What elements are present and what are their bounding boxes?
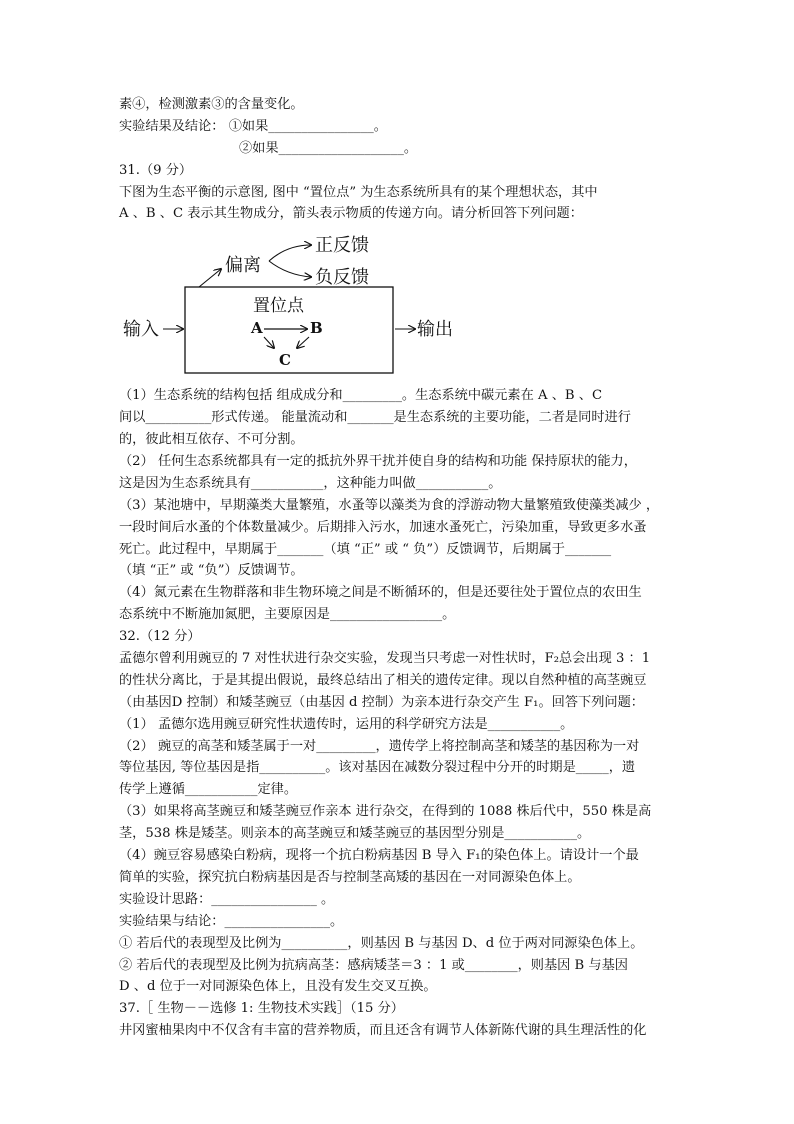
- deviation-label: 偏离: [225, 255, 261, 277]
- diagram-svg: [119, 231, 459, 381]
- text-line: 的，彼此相互依存、不可分割。: [119, 432, 304, 448]
- text-line: 孟德尔曾利用豌豆的 7 对性状进行杂交实验，发现当只考虑一对性状时，F₂总会出现 3 ：1: [119, 651, 651, 667]
- output-label: 输出: [417, 319, 453, 341]
- text-line: （填 “正” 或 “负”）反馈调节。: [119, 563, 304, 579]
- arrow-to-positive: [269, 245, 311, 261]
- text-line: 下图为生态平衡的示意图, 图中 “置位点” 为生态系统所具有的某个理想状态，其中: [119, 184, 598, 200]
- text-line: 传学上遵循___________定律。: [119, 782, 298, 798]
- text-line: （3）如果将高茎豌豆和矮茎豌豆作亲本 进行杂交，在得到的 1088 株后代中，550 株是高: [119, 804, 652, 820]
- positive-feedback-label: 正反馈: [315, 235, 369, 257]
- text-line: 一段时间后水蚤的个体数量减少。后期排入污水，加速水蚤死亡，污染加重，导致更多水蚤: [119, 519, 647, 535]
- text-line: A 、B 、C 表示其生物成分，箭头表示物质的传递方向。请分析回答下列问题：: [119, 206, 583, 222]
- arrow-to-negative: [269, 261, 311, 277]
- text-line: 这是因为生态系统具有___________，这种能力叫做___________。: [119, 475, 502, 491]
- component-b: B: [310, 319, 323, 338]
- text-line: 间以__________形式传递。 能量流动和_______是生态系统的主要功能，二者是同时进行: [119, 410, 631, 426]
- arrow-a-to-c: [264, 337, 274, 348]
- component-a: A: [251, 319, 263, 338]
- question-31-heading: 31.（9 分）: [119, 162, 193, 178]
- text-line: 素④，检测激素③的含量变化。: [119, 97, 304, 112]
- text-line: （2） 豌豆的高茎和矮茎属于一对_________，遗传学上将控制高茎和矮茎的基因称为一对: [119, 738, 640, 754]
- exam-page: [119, 94, 679, 1042]
- text-line: 态系统中不断施加氮肥，主要原因是_________________。: [119, 607, 456, 623]
- text-line: （1） 孟德尔选用豌豆研究性状遗传时，运用的科学研究方法是___________。: [119, 716, 574, 732]
- setpoint-label: 置位点: [253, 296, 304, 317]
- component-c: C: [279, 351, 291, 370]
- text-line: 简单的实验，探究抗白粉病基因是否与控制茎高矮的基因在一对同源染色体上。: [119, 869, 581, 885]
- input-label: 输入: [123, 319, 159, 341]
- text-line: ② 若后代的表现型及比例为抗病高茎：感病矮茎＝3 ：1 或________，则基因 B 与基因: [119, 957, 628, 973]
- question-32-heading: 32.（12 分）: [119, 629, 201, 645]
- text-line: 死亡。此过程中，早期属于_______（填 “正” 或 “ 负”）反馈调节，后期属于_______: [119, 541, 612, 557]
- text-line: 实验结果及结论： ①如果________________。: [119, 118, 387, 134]
- text-line: ① 若后代的表现型及比例为__________，则基因 B 与基因 D、d 位于两对同源染色体上。: [119, 935, 644, 951]
- text-line: 实验设计思路：________________ 。: [119, 891, 335, 907]
- text-line: 实验结果与结论：________________。: [119, 913, 344, 929]
- text-line: （1）生态系统的结构包括 组成成分和_________。生态系统中碳元素在 A 、B 、C: [119, 388, 603, 404]
- arrow-b-to-c: [297, 337, 309, 348]
- arrow-to-deviation: [199, 269, 221, 287]
- text-line: （2） 任何生态系统都具有一定的抵抗外界干扰并使自身的结构和功能 保持原状的能力，: [119, 454, 637, 470]
- question-37-heading: 37.［ 生物－－选修 1: 生物技术实践］（15 分）: [119, 1001, 404, 1017]
- text-line: 等位基因, 等位基因是指__________。该对基因在减数分裂过程中分开的时期是_____，遗: [119, 760, 636, 776]
- text-line: （由基因D 控制）和矮茎豌豆（由基因 d 控制）为亲本进行杂交产生 F₁。回答下列问题：: [119, 694, 644, 710]
- text-line: D 、d 位于一对同源染色体上，且没有发生交叉互换。: [119, 979, 437, 995]
- text-line: ②如果___________________。: [239, 140, 418, 156]
- text-line: 茎，538 株是矮茎。则亲本的高茎豌豆和矮茎豌豆的基因型分别是___________。: [119, 826, 591, 842]
- ecological-balance-diagram: [119, 231, 459, 381]
- negative-feedback-label: 负反馈: [315, 267, 369, 289]
- text-line: （3）某池塘中，早期藻类大量繁殖，水蚤等以藻类为食的浮游动物大量繁殖致使藻类减少 ，: [119, 497, 660, 513]
- text-line: （4）豌豆容易感染白粉病，现将一个抗白粉病基因 B 导入 F₁的染色体上。请设计一个最: [119, 848, 639, 864]
- text-line: （4）氮元素在生物群落和非生物环境之间是不断循环的，但是还要往处于置位点的农田生: [119, 585, 642, 601]
- text-line: 的性状分离比，于是其提出假说，最终总结出了相关的遗传定律。现以自然种植的高茎豌豆: [119, 672, 647, 688]
- text-line: 井冈蜜柚果肉中不仅含有丰富的营养物质，而且还含有调节人体新陈代谢的具生理活性的化: [119, 1023, 647, 1039]
